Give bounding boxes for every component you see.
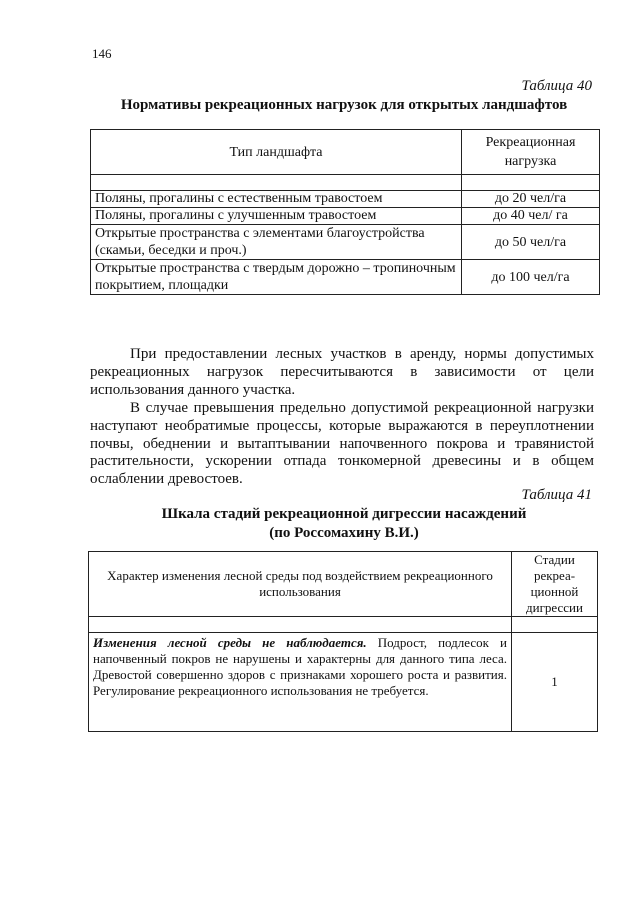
table-40 [90, 129, 600, 295]
table-spacer-row [89, 617, 598, 633]
load-cell: до 40 чел/ га [462, 208, 600, 225]
page-number: 146 [92, 46, 112, 61]
load-cell: до 100 чел/га [462, 260, 600, 295]
table-row [91, 260, 600, 295]
table-40-caption: Таблица 40 [521, 78, 592, 94]
table-row [91, 208, 600, 225]
header-recreational-load: Рекреационная нагрузка [462, 130, 600, 175]
table-spacer-row [91, 175, 600, 191]
header-digression-stage: Стадии рекреа-ционной дигрессии [512, 552, 598, 617]
table-41-title [48, 505, 640, 543]
table-row [91, 225, 600, 260]
change-description-text: Подрост, подлесок и напочвенный покров не нарушены и характерны для данного типа леса. Древостой совершенно здоров с признаками хорошего роста и развития. Регулирование рекреационного использования не требуется. [93, 635, 508, 698]
table-41-caption: Таблица 41 [521, 487, 592, 503]
load-cell: до 50 чел/га [462, 225, 600, 260]
paragraph: В случае превышения предельно допустимой рекреационной нагрузки наступают необратимые процессы, которые выражаются в переуплотнении почвы, обеднении и вытаптывании напочвенного покрова и травянистой растительности, ускорении отпада тонкомерной древесины и в общем ослаблении древостоев. [90, 400, 594, 488]
table-41 [88, 551, 598, 732]
landscape-type-cell: Поляны, прогалины с улучшенным травостоем [91, 208, 462, 225]
table-row [89, 633, 598, 732]
header-environment-change: Характер изменения лесной среды под воздействием рекреационного использования [89, 552, 512, 617]
table-row [91, 191, 600, 208]
landscape-type-cell: Открытые пространства с твердым дорожно – тропиночным покрытием, площадки [91, 260, 462, 295]
paragraph: При предоставлении лесных участков в аренду, нормы допустимых рекреационных нагрузок пересчитываются в зависимости от цели использования данного участка. [90, 346, 594, 398]
table-40-title: Нормативы рекреационных нагрузок для открытых ландшафтов [120, 97, 568, 113]
change-lead-text: Изменения лесной среды не наблюдается. [93, 635, 367, 650]
load-cell: до 20 чел/га [462, 191, 600, 208]
table-41-title-line2: (по Россомахину В.И.) [269, 525, 419, 541]
table-header-row [91, 130, 600, 175]
table-header-row [89, 552, 598, 617]
table-41-title-line1: Шкала стадий рекреационной дигрессии насаждений [161, 506, 527, 522]
landscape-type-cell: Открытые пространства с элементами благоустройства (скамьи, беседки и проч.) [91, 225, 462, 260]
landscape-type-cell: Поляны, прогалины с естественным травостоем [91, 191, 462, 208]
stage-cell: 1 [512, 633, 598, 732]
environment-change-cell [89, 633, 512, 732]
header-landscape-type: Тип ландшафта [91, 130, 462, 175]
